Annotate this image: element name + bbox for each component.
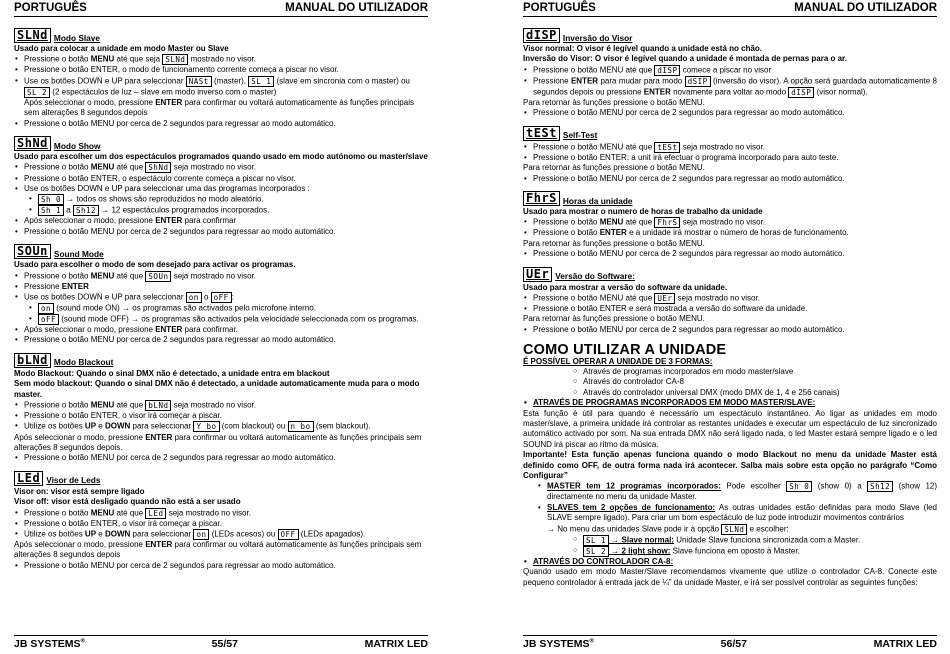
lcd-display-icon: on [193, 529, 209, 540]
chapter-title: COMO UTILIZAR A UNIDADE [523, 342, 727, 359]
list-item: • Pressione o botão MENU até que seja SLNd mostrado no visor. [14, 54, 428, 65]
section-subtitle: Usado para mostrar a versão do software da unidade. [523, 282, 728, 292]
section-title: Modo Slave [53, 32, 101, 43]
list-item: • Pressione o botão ENTER, o visor irá começar a piscar. [14, 519, 428, 529]
language-label: PORTUGUÊS [14, 2, 87, 14]
list-item: • Pressione o botão MENU até que bLNd seja mostrado no visor. [14, 400, 428, 411]
lcd-display-icon: SOUn [145, 271, 171, 282]
section-display-inversion [523, 28, 937, 119]
lcd-display-icon: LEd [145, 508, 166, 519]
list-item: • Use os botões DOWN e UP para seleccionar on o oFF : [14, 292, 428, 303]
list-item: • Pressione o botão ENTER e será mostrada a versão do software da unidade. [523, 304, 937, 314]
list-item: • Pressione o botão MENU por cerca de 2 segundos para regressar ao modo automático. [14, 335, 428, 345]
lcd-display-icon: bLNd [14, 353, 51, 368]
lcd-display-icon: OFF [278, 529, 299, 540]
paragraph: Para retornar às funções pressione o botão MENU. [523, 163, 705, 173]
section-show-mode [14, 136, 428, 237]
section-subtitle: Modo Blackout: Quando o sinal DMX não é detectado, a unidade entra em blackout [14, 368, 330, 378]
lcd-display-icon: FhrS [654, 217, 680, 228]
section-subtitle: • ATRAVÉS DO CONTROLADOR CA-8: [523, 557, 937, 567]
section-subtitle: • ATRAVÉS DE PROGRAMAS INCORPORADOS EM MODO MASTER/SLAVE: [523, 398, 937, 408]
section-slave-mode [14, 28, 428, 129]
lcd-display-icon: Sh 0 [786, 481, 812, 492]
paragraph: Quando usado em modo Master/Slave recomendamos vivamente que utilize o controlador CA-8. Conecte este pequeno controlador à entrada jack de ¼” da unidade Master, e irá ser possível controlar as seguintes funções: [523, 567, 937, 587]
list-item: • on (sound mode ON) → os programas são activados pelo microfone interno. [28, 303, 428, 314]
section-blackout-mode [14, 353, 428, 464]
lcd-display-icon: oFF [211, 292, 232, 303]
product-name: MATRIX LED [364, 638, 428, 650]
section-subtitle: Usado para mostrar o numero de horas de trabalho da unidade [523, 206, 763, 216]
page-number: 55/57 [211, 638, 238, 650]
list-item: • Pressione o botão MENU por cerca de 2 segundos para regressar ao modo automático. [523, 249, 937, 259]
lcd-display-icon: on [186, 292, 202, 303]
list-item: • Pressione o botão ENTER, o espectáculo corrente começa a piscar no visor. [14, 174, 428, 184]
list-item: • Use os botões DOWN e UP para seleccionar uma das programas incorporados : [14, 184, 428, 194]
lcd-display-icon: dISP [788, 87, 814, 98]
lcd-display-icon: Y bo [193, 421, 219, 432]
lcd-display-icon: LEd [14, 471, 43, 486]
list-item: • Pressione o botão MENU até que UEr seja mostrado no visor. [523, 293, 937, 304]
section-subtitle: Usado para colocar a unidade em modo Master ou Slave [14, 44, 229, 53]
section-subtitle: Visor off: visor está desligado quando não está a ser usado [14, 497, 241, 507]
language-label: PORTUGUÊS [523, 2, 596, 14]
list-item: • Pressione o botão MENU por cerca de 2 segundos para regressar ao modo automático. [523, 108, 937, 118]
important-note: Importante! Esta função apenas funciona quando o modo Blackout no menu da unidade Master está definido como OFF, de outra forma nada irá acontecer. Salba mais sobre esta opção no parágrafo “Como Configurar” [523, 450, 937, 481]
list-item: • Utilize os botões UP e DOWN para seleccionar on (LEDs acesos) ou OFF (LEDs apagados). [14, 529, 428, 540]
lcd-display-icon: bLNd [145, 400, 171, 411]
section-sound-mode [14, 244, 428, 346]
section-software-version [523, 267, 937, 336]
lcd-display-icon: Sh 1 [38, 205, 64, 216]
page-footer [14, 635, 428, 650]
list-item: ○ SL 1 → Slave normal: Unidade Slave funciona sincronizada com a Master. [573, 535, 937, 546]
list-item: • Utilize os botões UP e DOWN para seleccionar Y bo (com blackout) ou n bo (sem blackout). [14, 421, 428, 432]
section-self-test [523, 126, 937, 184]
list-item: • Pressione o botão MENU até que SOUn seja mostrado no visor. [14, 271, 428, 282]
lcd-display-icon: SLNd [14, 28, 51, 43]
list-item: • Pressione ENTER para mudar para modo dSIP (inversão do visor). A opção será guardada automaticamente 8 segundos depois ou pressione ENTER novamente para voltar ao modo dISP (visor normal). [523, 76, 937, 98]
paragraph: Após seleccionar o modo, pressione ENTER para confirmar ou voltará automaticamente às funções principais sem alterações 8 segundos depois. [14, 432, 422, 452]
paragraph: Para retornar às funções pressione o botão MENU. [523, 238, 705, 248]
list-item: • Pressione o botão MENU por cerca de 2 segundos para regressar ao modo automático. [14, 561, 428, 571]
section-subtitle: Usado para escolher um dos espectáculos programados quando usado em modo autónomo ou master/slave [14, 152, 428, 162]
section-subtitle: Usado para escolher o modo de som desejado para activar os programas. [14, 260, 296, 270]
lcd-display-icon: dISP [523, 28, 560, 43]
page-footer [523, 635, 937, 650]
paragraph: Para retornar às funções pressione o botão MENU. [523, 97, 705, 107]
section-title: Versão do Software: [555, 271, 635, 282]
lcd-display-icon: SL 2 [583, 546, 609, 557]
manual-title: MANUAL DO UTILIZADOR [794, 2, 937, 14]
section-led-display [14, 471, 428, 571]
section-unit-hours [523, 191, 937, 260]
lcd-display-icon: SL 1 [248, 76, 274, 87]
brand-name: JB SYSTEMS® [523, 638, 594, 650]
lcd-display-icon: Sh12 [73, 205, 99, 216]
page-number: 56/57 [720, 638, 747, 650]
section-title: Horas da unidade [562, 195, 633, 206]
section-how-to-use [523, 342, 937, 588]
list-item: ○ Através de programas incorporados em modo master/slave [573, 367, 937, 377]
product-name: MATRIX LED [873, 638, 937, 650]
section-subtitle: Visor on: visor está sempre ligado [14, 486, 145, 496]
lcd-display-icon: FhrS [523, 191, 560, 206]
section-subtitle: É POSSÍVEL OPERAR A UNIDADE DE 3 FORMAS: [523, 356, 713, 366]
section-subtitle: Inversão do Visor: O visor é legível quando a unidade é montada de pernas para o ar. [523, 54, 847, 64]
list-item: • Pressione o botão ENTER e a unidade irá mostrar o número de horas de funcionamento. [523, 228, 937, 238]
list-item: • Pressione o botão MENU por cerca de 2 segundos para regressar ao modo automático. [523, 174, 937, 184]
section-title: Modo Show [53, 140, 101, 151]
list-item: • Após seleccionar o modo, pressione ENTER para confirmar. [14, 325, 428, 335]
section-title: Sound Mode [53, 248, 104, 259]
list-item: • Pressione o botão MENU até que tESt seja mostrado no visor. [523, 142, 937, 153]
lcd-display-icon: on [38, 303, 54, 314]
lcd-display-icon: UEr [654, 293, 675, 304]
lcd-display-icon: SLNd [721, 524, 747, 535]
lcd-display-icon: tESt [654, 142, 680, 153]
brand-name: JB SYSTEMS® [14, 638, 85, 650]
list-item: • Pressione o botão MENU por cerca de 2 segundos para regressar ao modo automático. [14, 119, 428, 129]
manual-title: MANUAL DO UTILIZADOR [285, 2, 428, 14]
section-subtitle: Sem modo blackout: Quando o sinal DMX não é detectado, a unidade automaticamente muda para o modo master. [14, 379, 420, 399]
paragraph: Para retornar às funções pressione o botão MENU. [523, 314, 705, 324]
section-title: Modo Blackout [53, 357, 114, 368]
lcd-display-icon: ShNd [145, 162, 171, 173]
paragraph: Após seleccionar o modo, pressione ENTER para confirmar ou voltará automaticamente às funções principais sem alterações 8 segundos depois [14, 539, 422, 560]
lcd-display-icon: dISP [654, 65, 680, 76]
paragraph: Esta função é útil para quando é necessário um espectáculo instantâneo. Ao ligar as unidades em modo master/slave, a primeira unidade irá controlar as restantes unidades e executar um espectáculo de luz sincronizado automático activado por som. Na sua entrada DMX não será ligado nada, o led Master estará sempre ligado e o led SOUND irá piscar ao ritmo da música. [523, 408, 937, 449]
lcd-display-icon: ShNd [14, 136, 51, 151]
list-item: • MASTER tem 12 programas incorporados: Pode escolher Sh 0 (show 0) a Sh12 (show 12) directamente no menu da unidade Master. [537, 481, 937, 502]
list-item: • Pressione o botão MENU por cerca de 2 segundos para regressar ao modo automático. [523, 325, 937, 335]
section-subtitle: Visor normal: O visor é legível quando a unidade está no chão. [523, 44, 763, 53]
lcd-display-icon: SLNd [162, 54, 188, 65]
list-item: • Pressione o botão MENU até que FhrS seja mostrado no visor. [523, 217, 937, 228]
list-item: • Sh 0 → todos os shows são reproduzidos no modo aleatório. [28, 194, 428, 205]
list-item: ○ Através do controlador CA-8 [573, 377, 937, 387]
lcd-display-icon: SOUn [14, 244, 51, 259]
list-item: • Pressione o botão MENU por cerca de 2 segundos para regressar ao modo automático. [14, 453, 428, 463]
list-item: • Pressione o botão MENU por cerca de 2 segundos para regressar ao modo automático. [14, 227, 428, 237]
list-item: • Após seleccionar o modo, pressione ENTER para confirmar [14, 216, 428, 226]
lcd-display-icon: tESt [523, 126, 560, 141]
list-item: • Pressione o botão MENU até que dISP comece a piscar no visor [523, 65, 937, 76]
list-item: ○ Através do controlador universal DMX (modo DMX de 1, 4 e 256 canais) [573, 388, 937, 398]
page-header [523, 1, 937, 17]
lcd-display-icon: n bo [288, 421, 314, 432]
list-item: • Pressione o botão MENU até que LEd seja mostrado no visor. [14, 508, 428, 519]
list-item: • Pressione o botão ENTER, o visor irá começar a piscar. [14, 411, 428, 421]
lcd-display-icon: SL 2 [24, 87, 50, 98]
list-item: • Sh 1 a Sh12 → 12 espectáculos programados incorporados. [28, 205, 428, 216]
lcd-display-icon: oFF [38, 314, 59, 325]
lcd-display-icon: NASt [186, 76, 212, 87]
section-title: Self-Test [562, 130, 598, 141]
lcd-display-icon: SL 1 [583, 535, 609, 546]
lcd-display-icon: Sh 0 [38, 194, 64, 205]
list-item: ○ SL 2 → 2 light show: Slave funciona em oposto à Master. [573, 546, 937, 557]
list-item: • Pressione o botão ENTER: a unit irá efectuar o programa incorporado para auto teste. [523, 153, 937, 163]
section-title: Visor de Leds [46, 475, 101, 486]
list-item: • Use os botões DOWN e UP para seleccionar NASt (master), SL 1 (slave em sincronia com o master) ou SL 2 (2 espectáculos de luz – slave em modo inverso com o master) Após seleccionar o modo, pressione ENTER para confirmar ou voltará automaticamente às funções principais sem alterações 8 segundos depois [14, 76, 428, 119]
left-page [14, 0, 428, 654]
right-page [523, 0, 937, 654]
lcd-display-icon: dSIP [685, 76, 711, 87]
list-item: • Pressione ENTER [14, 282, 428, 292]
lcd-display-icon: UEr [523, 267, 552, 282]
section-title: Inversão do Visor [562, 32, 633, 43]
list-item: • oFF (sound mode OFF) → os programas são activados pela velocidade seleccionada com os programas. [28, 314, 428, 325]
list-item: • Pressione o botão MENU até que ShNd seja mostrado no visor. [14, 162, 428, 173]
list-item: • SLAVES tem 2 opções de funcionamento: As outras unidades estão definidas para modo Slave (led SLAVE sempre ligado). Para criar um bom espectáculo de luz pode introduzir movimentos contrários → No menu das unidades Slave pode ir à opção SLNd e escolher: [537, 503, 937, 535]
list-item: • Pressione o botão ENTER, o modo de funcionamento corrente começa a piscar no visor. [14, 65, 428, 75]
lcd-display-icon: Sh12 [867, 481, 893, 492]
page-header [14, 1, 428, 17]
